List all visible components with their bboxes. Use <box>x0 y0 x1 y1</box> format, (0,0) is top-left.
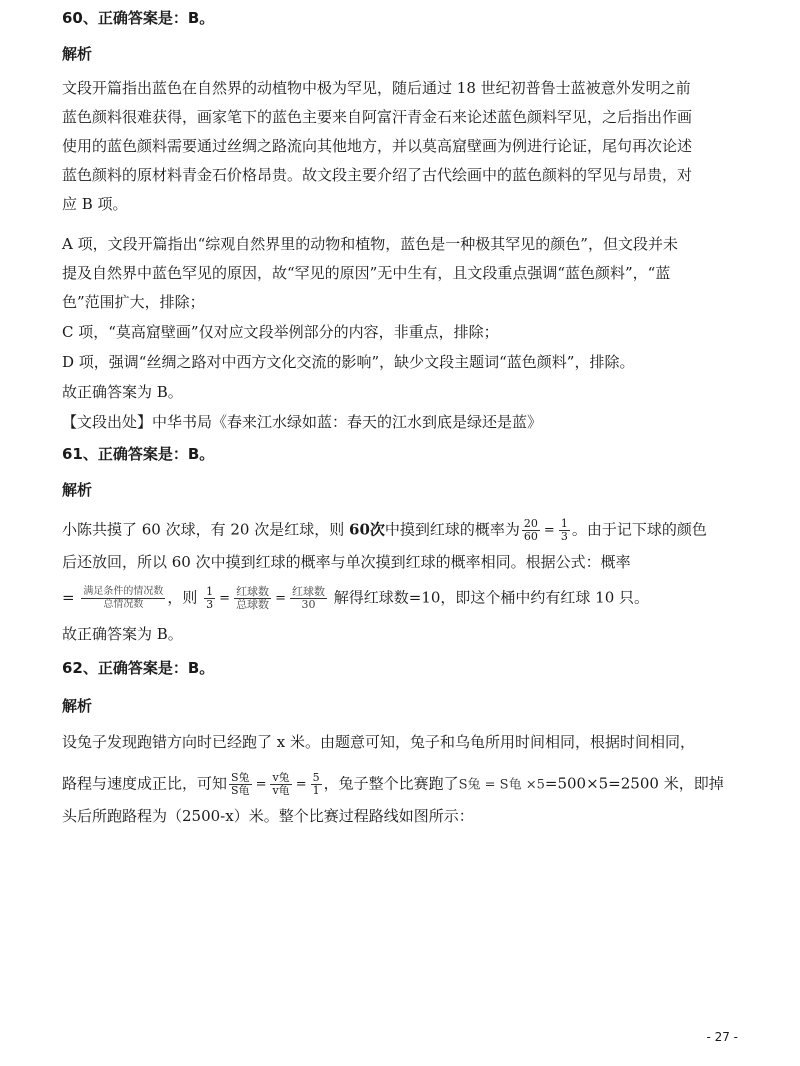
fraction-denominator: 30 <box>301 598 316 611</box>
fraction-numerator: 红球数 <box>236 585 270 598</box>
q61-conclusion: 故正确答案为 B。 <box>62 625 183 643</box>
q61-text: = <box>62 588 75 607</box>
q60-option-c: C 项，“莫高窟壁画”仅对应文段举例部分的内容，非重点，排除； <box>62 323 499 341</box>
q60-option-a-line: A 项，文段开篇指出“综观自然界里的动物和植物，蓝色是一种极其罕见的颜色”，但文段并未 <box>62 235 678 253</box>
fraction-denominator: 3 <box>560 530 568 543</box>
fraction <box>270 772 291 797</box>
fraction-numerator: 1 <box>206 585 214 598</box>
q61-text: 。由于记下球的颜色 <box>571 520 707 539</box>
fraction-numerator: 满足条件的情况数 <box>83 586 164 597</box>
q62-line-1: 设兔子发现跑错方向时已经跑了 x 米。由题意可知，兔子和乌龟所用时间相同，根据时间相同， <box>62 733 695 751</box>
fraction-denominator: S龟 <box>231 784 250 797</box>
q60-paragraph-line: 使用的蓝色颜料需要通过丝绸之路流向其他地方，并以莫高窟壁画为例进行论证，尾句再次论述 <box>62 137 693 155</box>
q60-analysis-label: 解析 <box>62 45 93 63</box>
q60-heading: 60、正确答案是：B。 <box>62 9 215 27</box>
q62-text: 路程与速度成正比，可知 <box>62 774 228 793</box>
fraction-denominator: 3 <box>206 598 214 611</box>
q60-option-d: D 项，强调“丝绸之路对中西方文化交流的影响”，缺少文段主题词“蓝色颜料”，排除。 <box>62 353 635 371</box>
fraction <box>559 518 570 543</box>
q62-line-2 <box>62 772 724 797</box>
fraction <box>522 518 540 543</box>
equals-sign: = <box>275 590 286 606</box>
fraction-denominator: 60 <box>523 530 538 543</box>
q60-paragraph-line: 文段开篇指出蓝色在自然界的动植物中极为罕见，随后通过 18 世纪初普鲁士蓝被意外发明之前 <box>62 79 691 97</box>
q60-source: 【文段出处】中华书局《春来江水绿如蓝：春天的江水到底是绿还是蓝》 <box>62 413 543 431</box>
q62-text: =500×5=2500 米，即掉 <box>544 774 724 793</box>
q62-formula: S兔 = S龟 ×5 <box>458 777 545 793</box>
q60-paragraph-line: 蓝色颜料很难获得，画家笔下的蓝色主要来自阿富汗青金石来论述蓝色颜料罕见，之后指出作画 <box>62 108 693 126</box>
equals-sign: = <box>295 776 307 792</box>
fraction-denominator: v龟 <box>272 784 290 797</box>
fraction <box>204 586 215 611</box>
fraction <box>81 586 165 611</box>
q60-option-a-line: 提及自然界中蓝色罕见的原因，故“罕见的原因”无中生有，且文段重点强调“蓝色颜料”，“蓝 <box>62 264 671 282</box>
q61-text-bold: 60次 <box>349 520 385 539</box>
fraction-denominator: 1 <box>312 784 320 797</box>
q61-heading: 61、正确答案是：B。 <box>62 445 215 463</box>
equals-sign: = <box>219 590 231 606</box>
q61-line-3 <box>62 586 649 611</box>
q61-text: 中摸到红球的概率为 <box>384 520 520 539</box>
fraction-numerator: v兔 <box>272 771 290 784</box>
page-number: - 27 - <box>706 1030 738 1044</box>
q61-text: 解得红球数=10，即这个桶中约有红球 10 只。 <box>333 588 650 607</box>
equals-sign: = <box>255 776 267 792</box>
q60-conclusion: 故正确答案为 B。 <box>62 383 183 401</box>
fraction <box>229 772 252 797</box>
q60-option-a-line: 色”范围扩大，排除； <box>62 293 205 311</box>
fraction-numerator: 5 <box>312 771 320 784</box>
fraction <box>290 586 327 611</box>
fraction-denominator: 总球数 <box>236 598 270 611</box>
fraction-numerator: 20 <box>523 517 538 530</box>
fraction-numerator: 1 <box>560 517 568 530</box>
fraction <box>311 772 322 797</box>
fraction <box>234 586 271 611</box>
q60-paragraph-line: 应 B 项。 <box>62 195 128 213</box>
q61-text: ，则 <box>167 588 198 607</box>
q62-heading: 62、正确答案是：B。 <box>62 659 215 677</box>
q61-analysis-label: 解析 <box>62 481 93 499</box>
equals-sign: = <box>543 522 555 538</box>
fraction-numerator: S兔 <box>231 771 250 784</box>
q61-line-1 <box>62 518 707 543</box>
q62-text: ，兔子整个比赛跑了 <box>323 774 459 793</box>
fraction-denominator: 总情况数 <box>103 599 144 610</box>
q61-text: 小陈共摸了 60 次球，有 20 次是红球，则 <box>62 520 350 539</box>
q61-line-2: 后还放回，所以 60 次中摸到红球的概率与单次摸到红球的概率相同。根据公式：概率 <box>62 553 631 571</box>
q62-analysis-label: 解析 <box>62 697 93 715</box>
q60-paragraph-line: 蓝色颜料的原材料青金石价格昂贵。故文段主要介绍了古代绘画中的蓝色颜料的罕见与昂贵，对 <box>62 166 693 184</box>
q62-line-3: 头后所跑路程为（2500-x）米。整个比赛过程路线如图所示： <box>62 807 474 825</box>
fraction-numerator: 红球数 <box>291 585 325 598</box>
